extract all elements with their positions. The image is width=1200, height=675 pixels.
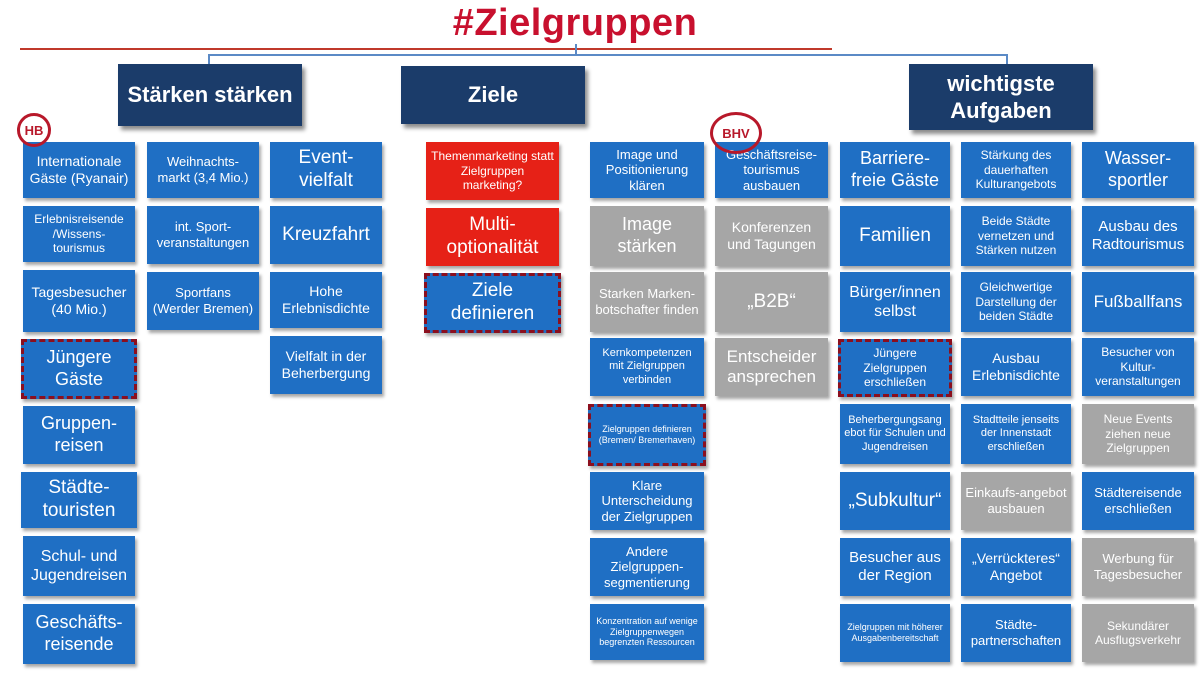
header-staerken-label: Stärken stärken — [127, 82, 293, 108]
box-label: Image stärken — [617, 214, 677, 256]
box-verrueckteres-angebot — [961, 538, 1071, 596]
diagram-title: #Zielgruppen — [452, 2, 698, 44]
box-subkultur — [840, 472, 950, 530]
box-kulturangebot — [961, 142, 1071, 198]
box-barrierefreie-gaeste — [840, 142, 950, 198]
box-neue-events — [1082, 404, 1194, 464]
box-ausbau-erlebnisdichte — [961, 338, 1071, 396]
box-besucher-region — [840, 538, 950, 596]
box-familien — [840, 206, 950, 266]
box-label: Zielgruppen mit höherer Ausgabenbereitschaft — [847, 622, 943, 643]
header-wichtigste-aufgaben — [909, 64, 1093, 130]
hb-marker-label: HB — [24, 122, 44, 138]
box-label: Bürger/innen selbst — [849, 283, 941, 320]
box-staedte-vernetzen — [961, 206, 1071, 266]
box-label: Städte-partnerschaften — [970, 617, 1062, 648]
box-label: Konferenzen und Tagungen — [727, 219, 816, 252]
box-staedtepartnerschaften — [961, 604, 1071, 662]
box-label: Schul- und Jugendreisen — [30, 547, 128, 584]
box-hoehere-ausgabenbereitschaft — [840, 604, 950, 662]
box-kernkompetenzen — [590, 338, 704, 396]
box-label: Entscheider ansprechen — [726, 346, 817, 386]
box-label: Sportfans (Werder Bremen) — [152, 285, 254, 316]
box-juengere-gaeste — [21, 339, 137, 399]
box-label: Erlebnisreisende /Wissens-tourismus — [34, 212, 124, 256]
box-image-staerken — [590, 206, 704, 266]
box-label: Jüngere Gäste — [46, 347, 112, 389]
box-multioptionalitaet — [426, 208, 559, 266]
box-label: Städte-touristen — [42, 477, 116, 521]
box-label: Werbung für Tagesbesucher — [1093, 551, 1183, 582]
bhv-marker — [710, 112, 762, 154]
box-ziele-definieren — [424, 273, 561, 333]
box-staedtetouristen — [21, 472, 137, 528]
box-stadtteile — [961, 404, 1071, 464]
header-ziele-label: Ziele — [467, 82, 519, 108]
box-geschaeftsreisende — [23, 604, 135, 664]
box-label: Ausbau Erlebnisdichte — [972, 350, 1060, 383]
box-label: Besucher aus der Region — [849, 549, 941, 584]
box-label: Weihnachts-markt (3,4 Mio.) — [157, 154, 249, 185]
box-label: Beide Städte vernetzen und Stärken nutzen — [975, 214, 1057, 258]
box-label: Themenmarketing statt Zielgruppen marketing? — [431, 149, 554, 193]
box-tagesbesucher — [23, 270, 135, 332]
box-werbung-tagesbesucher — [1082, 538, 1194, 596]
connector-horizontal — [208, 54, 1008, 56]
box-image-positionierung — [590, 142, 704, 198]
box-beherbergungsangebot — [840, 404, 950, 464]
box-label: Stadtteile jenseits der Innenstadt erschließen — [972, 414, 1060, 453]
box-label: „Subkultur“ — [848, 489, 942, 511]
header-aufgaben-label: wichtigste Aufgaben — [947, 70, 1055, 123]
box-label: Jüngere Zielgruppen erschließen — [863, 346, 927, 390]
box-label: Klare Unterscheidung der Zielgruppen — [601, 477, 693, 524]
box-label: Andere Zielgruppen-segmentierung — [604, 543, 690, 590]
box-kreuzfahrt — [270, 206, 382, 264]
box-label: Konzentration auf wenige Zielgruppenwegen begrenzten Ressourcen — [596, 615, 698, 648]
box-fussballfans — [1082, 272, 1194, 332]
box-einkaufsangebot — [961, 472, 1071, 530]
box-wassersportler — [1082, 142, 1194, 198]
title-underline — [20, 48, 832, 50]
box-label: Hohe Erlebnisdichte — [282, 283, 370, 316]
box-label: „Verrückteres“ Angebot — [972, 550, 1060, 583]
header-ziele — [401, 66, 585, 124]
box-gruppenreisen — [23, 406, 135, 464]
box-sportfans-werder — [147, 272, 259, 330]
box-label: Ziele definieren — [450, 280, 535, 324]
box-label: Multi-optionalität — [446, 214, 539, 258]
box-gleichwertige-darstellung — [961, 272, 1071, 332]
box-kulturveranstaltungen — [1082, 338, 1194, 396]
box-weihnachtsmarkt — [147, 142, 259, 198]
box-klare-unterscheidung — [590, 472, 704, 530]
box-internationale-gaeste — [23, 142, 135, 198]
box-b2b — [715, 272, 828, 332]
box-label: Geschäfts-reisende — [35, 612, 123, 654]
box-themenmarketing — [426, 142, 559, 200]
box-label: Zielgruppen definieren (Bremen/ Bremerhaven) — [598, 424, 696, 445]
box-label: Event-vielfalt — [298, 147, 354, 191]
box-konzentration — [590, 604, 704, 660]
box-label: Geschäftsreise-tourismus ausbauen — [725, 146, 818, 193]
bhv-marker-label: BHV — [722, 125, 750, 141]
box-sekundaerer-ausflugsverkehr — [1082, 604, 1194, 662]
box-label: Vielfalt in der Beherbergung — [281, 348, 371, 381]
box-label: Ausbau des Radtourismus — [1091, 218, 1185, 253]
box-hohe-erlebnisdichte — [270, 272, 382, 328]
box-vielfalt-beherbergung — [270, 336, 382, 394]
box-staedtereisende — [1082, 472, 1194, 530]
header-staerken-staerken — [118, 64, 302, 126]
box-label: Neue Events ziehen neue Zielgruppen — [1103, 412, 1173, 456]
box-buerger-innen — [840, 272, 950, 332]
box-radtourismus — [1082, 206, 1194, 266]
box-andere-segmentierung — [590, 538, 704, 596]
box-markenbotschafter — [590, 272, 704, 332]
box-label: „B2B“ — [747, 290, 796, 312]
box-label: Beherbergungsang ebot für Schulen und Jugendreisen — [844, 414, 946, 453]
box-juengere-zielgruppen — [838, 339, 952, 397]
box-label: Gleichwertige Darstellung der beiden Städte — [975, 280, 1057, 324]
box-label: Stärkung des dauerhaften Kulturangebots — [975, 148, 1057, 192]
box-schul-jugendreisen — [23, 536, 135, 596]
box-label: Besucher von Kultur-veranstaltungen — [1095, 345, 1181, 389]
box-label: Kreuzfahrt — [282, 223, 370, 245]
box-label: int. Sport-veranstaltungen — [156, 219, 250, 250]
box-label: Familien — [859, 224, 931, 246]
box-label: Gruppen-reisen — [40, 413, 118, 455]
box-int-sportveranstaltungen — [147, 206, 259, 264]
box-zielgruppen-definieren — [588, 404, 706, 466]
box-label: Tagesbesucher (40 Mio.) — [31, 284, 127, 317]
box-entscheider — [715, 338, 828, 396]
box-label: Wasser-sportler — [1104, 148, 1172, 190]
box-label: Sekundärer Ausflugsverkehr — [1094, 618, 1182, 647]
box-erlebnisreisende — [23, 206, 135, 262]
box-label: Städtereisende erschließen — [1094, 485, 1182, 516]
box-label: Kernkompetenzen mit Zielgruppen verbinden — [602, 347, 692, 386]
box-label: Internationale Gäste (Ryanair) — [29, 153, 129, 186]
hb-marker — [17, 113, 51, 147]
box-label: Fußballfans — [1093, 291, 1183, 311]
box-eventvielfalt — [270, 142, 382, 198]
box-label: Image und Positionierung klären — [605, 146, 689, 193]
box-label: Barriere-freie Gäste — [850, 148, 940, 190]
box-label: Einkaufs-angebot ausbauen — [965, 485, 1067, 516]
connector-middle — [575, 44, 577, 56]
box-label: Starken Marken-botschafter finden — [595, 286, 699, 317]
box-konferenzen-tagungen — [715, 206, 828, 266]
